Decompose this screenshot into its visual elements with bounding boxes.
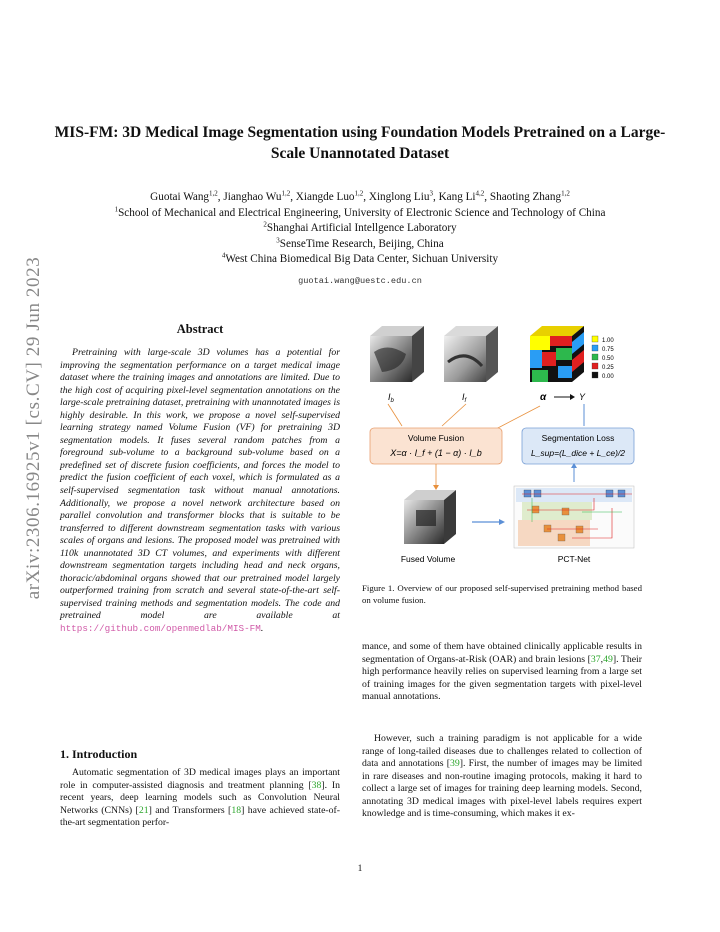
label-y: Y — [579, 392, 586, 402]
arxiv-stamp: arXiv:2306.16925v1 [cs.CV] 29 Jun 2023 — [23, 256, 44, 600]
code-link[interactable]: https://github.com/openmedlab/MIS-FM — [60, 623, 261, 635]
fusion-title: Volume Fusion — [407, 433, 465, 443]
label-ib: $I_b$ — [388, 392, 394, 404]
legend-label: 0.00 — [602, 374, 614, 380]
legend-label: 0.50 — [602, 356, 614, 362]
legend-swatch — [592, 336, 598, 342]
fusion-arrow-head — [433, 485, 439, 490]
figure-1 — [362, 322, 644, 570]
page-number: 1 — [357, 864, 363, 874]
legend-swatch — [592, 345, 598, 351]
pct-net-diagram — [514, 486, 634, 548]
affiliations — [40, 206, 680, 268]
segmentation-loss-box — [522, 428, 634, 464]
affiliation-1: $^1$School of Mechanical and Electrical Engineering, University of Electronic Science and Technology of China — [114, 204, 606, 219]
legend-label: 0.25 — [602, 365, 614, 371]
intro-paragraph-1-continued: mance, and some of them have obtained clinically applicable results in segmentation of Organs-at-Risk (OAR) and brain lesions [37,49]. Their high performance heavily relies on supervised learning from a large set of training images for the given segmentation targets with pixel-level manual annotations. — [362, 641, 643, 703]
label-if: $I_f$ — [462, 392, 467, 404]
legend-label: 0.75 — [602, 347, 614, 353]
affiliation-2: $^2$Shanghai Artificial Intellgence Laboratory — [263, 220, 457, 234]
fused-volume-cube — [404, 490, 456, 544]
abstract-heading: Abstract — [176, 322, 224, 336]
paper-title: MIS-FM: 3D Medical Image Segmentation using Foundation Models Pretrained on a Large-Scale Unannotated Dataset — [54, 124, 666, 162]
author-names: Guotai Wang$^{1,2}$, Jianghao Wu$^{1,2}$, Xiangde Luo$^{1,2}$, Xinglong Liu$^3$, Kang Li$^{4,2}$, Shaoting Zhang$^{1,2}$ — [150, 189, 570, 203]
loss-title: Segmentation Loss — [541, 433, 615, 443]
author-block — [40, 190, 680, 268]
pct-net-label: PCT-Net — [557, 554, 591, 564]
loss-formula: L_sup=(L_dice + L_ce)/2 — [530, 448, 626, 458]
affiliation-3: $^3$SenseTime Research, Beijing, China — [276, 235, 444, 250]
author-email: guotai.wang@uestc.edu.cn — [298, 276, 422, 286]
legend-swatch — [592, 372, 598, 378]
abstract-body: Pretraining with large-scale 3D volumes has a potential for improving the segmentation performance on a target medical image dataset where the training images and annotations are limited. Due to the high cost of acquiring pixel-level segmentation annotations on the large-scale pretraining dataset, pretraining with unannotated images is highly desirable. In this work, we propose a novel self-supervised learning strategy named Volume Fusion (VF) for pretraining 3D segmentation models. It fuses several random patches from a foreground sub-volume to a background sub-volume based on a predefined set of discrete fusion coefficients, and forces the model to predict the fusion coefficient of each voxel, which is formulated as a self-supervised segmentation task without manual annotations. Additionally, we propose a novel network architecture based on parallel convolution and transformer blocks that is suitable to be transferred to different downstream segmentation tasks with various scales of organs and lesions. The proposed model was pretrained with 110k unannotated 3D CT volumes, and experiments with different downstream segmentation targets including head and neck organs, thoracic/abdominal organs showed that our pretrained model largely outperformed training from scratch and several state-of-the-art self-supervised training methods and segmentation models. The code and pretrained model are available at https://github.com/openmedlab/MIS-FM. — [60, 347, 340, 635]
legend-swatch — [592, 363, 598, 369]
input-arrows — [388, 404, 540, 430]
background-volume-cube — [370, 326, 424, 382]
alpha-volume-cube — [530, 326, 584, 382]
alpha-arrow-head — [570, 394, 575, 400]
intro-paragraph-2: However, such a training paradigm is not applicable for a wide range of long-tailed diseases due to challenges related to collection of data and annotations [39]. First, the number of images may be limited in rare diseases and non-routine imaging protocols, making it hard to collect a large set of images for training deep learning models. Second, annotating 3D medical images with pixel-level labels requires expert knowledge and is time-consuming, which makes it ex- — [362, 733, 642, 820]
volume-fusion-box — [370, 428, 502, 464]
foreground-volume-cube — [444, 326, 498, 382]
alpha-legend — [592, 336, 614, 380]
label-alpha: α — [540, 392, 547, 403]
section-heading-introduction: 1. Introduction — [60, 747, 138, 761]
fusion-formula: X=α · I_f + (1 − α) · I_b — [390, 448, 482, 458]
legend-swatch — [592, 354, 598, 360]
legend-label: 1.00 — [602, 338, 614, 344]
figure-caption: Figure 1. Overview of our proposed self-supervised pretraining method based on volume fusion. — [362, 583, 642, 605]
fused-volume-label: Fused Volume — [400, 554, 456, 564]
net-arrow-head — [499, 519, 505, 525]
affiliation-4: $^4$West China Biomedical Big Data Center, Sichuan University — [221, 251, 499, 265]
intro-paragraph-1: Automatic segmentation of 3D medical images plays an important role in computer-assisted diagnosis and treatment planning [38]. In recent years, deep learning models such as Convolution Neural Networks (CNNs) [21] and Transformers [18] have achieved state-of-the-art segmentation perfor- — [60, 767, 341, 829]
